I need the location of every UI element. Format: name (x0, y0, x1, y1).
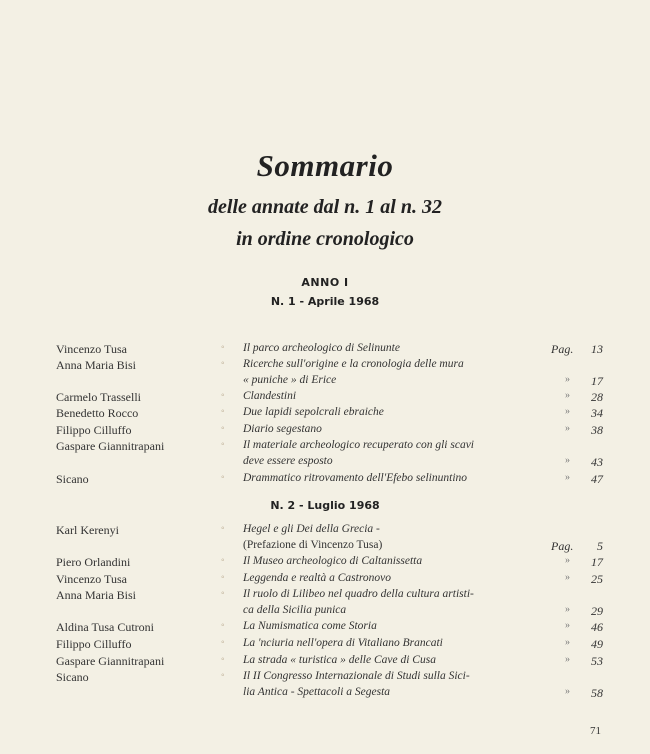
entry-author: Sicano (56, 670, 89, 684)
entry-title-line: ca della Sicilia punica (243, 604, 347, 616)
bullet-mark-icon: ◦ (221, 654, 225, 665)
entry-author: Gaspare Giannitrapani (56, 654, 165, 668)
ditto-mark: » (565, 686, 570, 697)
bullet-mark-icon: ◦ (221, 472, 225, 483)
entry-author: Filippo Cilluffo (56, 423, 132, 437)
entry-author: Gaspare Giannitrapani (56, 439, 165, 453)
entry-page-number: 38 (591, 423, 603, 437)
entry-page-number: 29 (591, 604, 603, 618)
entry-title-line: deve essere esposto (243, 455, 333, 467)
entry-title-line: Ricerche sull'origine e la cronologia delle mura (243, 358, 464, 370)
entry-author: Vincenzo Tusa (56, 572, 127, 586)
ditto-mark: » (565, 572, 570, 583)
entry-author: Sicano (56, 472, 89, 486)
entry-page-number: 25 (591, 572, 603, 586)
bullet-mark-icon: ◦ (221, 390, 225, 401)
ditto-mark: » (565, 654, 570, 665)
page-number: 71 (590, 725, 601, 737)
ditto-mark: » (565, 374, 570, 385)
bullet-mark-icon: ◦ (221, 523, 225, 534)
bullet-mark-icon: ◦ (221, 588, 225, 599)
entry-author: Aldina Tusa Cutroni (56, 620, 155, 634)
entry-author: Carmelo Trasselli (56, 390, 142, 404)
entry-author: Anna Maria Bisi (56, 358, 136, 372)
subtitle-line-2: in ordine cronologico (236, 228, 414, 250)
entry-page-number: 28 (591, 390, 603, 404)
entry-title-line: Diario segestano (243, 423, 322, 435)
entry-author: Piero Orlandini (56, 555, 131, 569)
ditto-mark: » (565, 423, 570, 434)
bullet-mark-icon: ◦ (221, 423, 225, 434)
page-label: Pag. (551, 539, 574, 553)
entry-page-number: 5 (597, 539, 603, 553)
bullet-mark-icon: ◦ (221, 406, 225, 417)
entry-author: Karl Kerenyi (56, 523, 119, 537)
entry-page-number: 46 (591, 620, 603, 634)
entry-page-number: 47 (591, 472, 603, 486)
bullet-mark-icon: ◦ (221, 555, 225, 566)
ditto-mark: » (565, 555, 570, 566)
entry-title-line: La Numismatica come Storia (243, 620, 377, 632)
entry-title-line: La 'nciuria nell'opera di Vitaliano Brancati (243, 637, 443, 649)
entry-title-line: (Prefazione di Vincenzo Tusa) (243, 539, 383, 551)
ditto-mark: » (565, 472, 570, 483)
issue-heading-1: N. 1 - Aprile 1968 (270, 295, 380, 308)
entry-author: Filippo Cilluffo (56, 637, 132, 651)
year-heading: ANNO I (301, 276, 349, 289)
entry-author: Vincenzo Tusa (56, 342, 127, 356)
ditto-mark: » (565, 620, 570, 631)
entry-page-number: 34 (591, 406, 603, 420)
entry-title-line: Il parco archeologico di Selinunte (243, 342, 400, 354)
bullet-mark-icon: ◦ (221, 342, 225, 353)
page-label: Pag. (551, 342, 574, 356)
bullet-mark-icon: ◦ (221, 620, 225, 631)
ditto-mark: » (565, 406, 570, 417)
entry-title-line: Leggenda e realtà a Castronovo (243, 572, 391, 584)
entry-page-number: 43 (591, 455, 603, 469)
entry-title-line: Clandestini (243, 390, 297, 402)
bullet-mark-icon: ◦ (221, 358, 225, 369)
entry-page-number: 53 (591, 654, 603, 668)
entry-title-line: La strada « turistica » delle Cave di Cusa (243, 654, 436, 666)
entry-title-line: lia Antica - Spettacoli a Segesta (243, 686, 391, 698)
entry-page-number: 49 (591, 637, 603, 651)
entry-page-number: 17 (591, 374, 603, 388)
bullet-mark-icon: ◦ (221, 572, 225, 583)
entry-title-line: Hegel e gli Dei della Grecia - (243, 523, 380, 535)
bullet-mark-icon: ◦ (221, 670, 225, 681)
ditto-mark: » (565, 637, 570, 648)
ditto-mark: » (565, 455, 570, 466)
bullet-mark-icon: ◦ (221, 637, 225, 648)
entry-title-line: Il Museo archeologico di Caltanissetta (243, 555, 423, 567)
entry-title-line: Il II Congresso Internazionale di Studi sulla Sici- (243, 670, 470, 682)
entry-title-line: « puniche » di Erice (243, 374, 337, 386)
ditto-mark: » (565, 604, 570, 615)
entry-page-number: 17 (591, 555, 603, 569)
issue-heading-2: N. 2 - Luglio 1968 (270, 499, 380, 512)
entry-page-number: 58 (591, 686, 603, 700)
entry-title-line: Due lapidi sepolcrali ebraiche (243, 406, 384, 418)
entry-title-line: Drammatico ritrovamento dell'Efebo selinuntino (243, 472, 468, 484)
entry-author: Anna Maria Bisi (56, 588, 136, 602)
entry-title-line: Il ruolo di Lilibeo nel quadro della cultura artisti- (243, 588, 474, 600)
subtitle-line-1: delle annate dal n. 1 al n. 32 (208, 196, 442, 218)
entry-page-number: 13 (591, 342, 603, 356)
ditto-mark: » (565, 390, 570, 401)
document-title: Sommario (256, 148, 394, 183)
bullet-mark-icon: ◦ (221, 439, 225, 450)
entry-author: Benedetto Rocco (56, 406, 139, 420)
entry-title-line: Il materiale archeologico recuperato con gli scavi (243, 439, 475, 451)
